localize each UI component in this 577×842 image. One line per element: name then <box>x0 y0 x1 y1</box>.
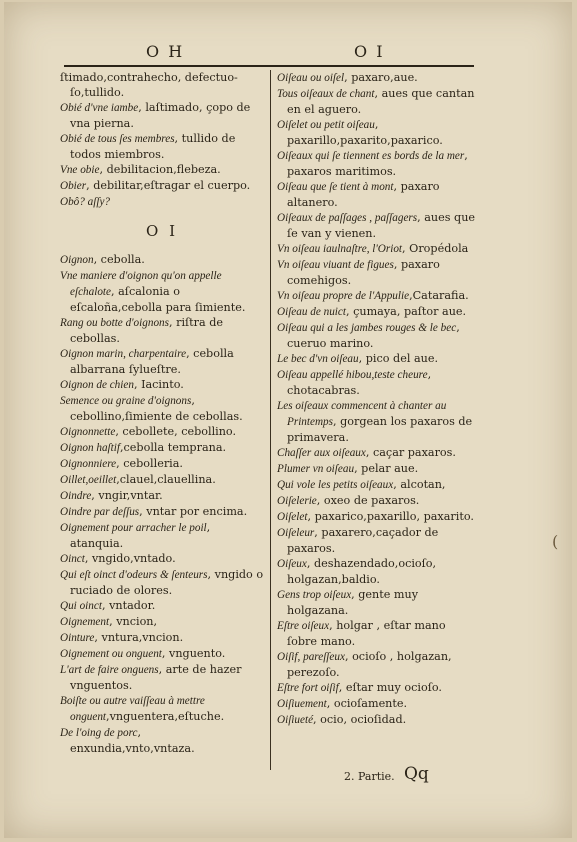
entry-headword: Oiſeau de nuict <box>277 306 346 318</box>
dictionary-entry <box>60 598 264 614</box>
entry-headword: Qui eſt oinct d'odeurs & ſenteurs <box>60 569 208 581</box>
book-page <box>4 2 572 838</box>
entry-translation: , cebolleria. <box>116 457 183 470</box>
entry-translation: ,vnguentera,eſtuche. <box>106 710 225 723</box>
entry-translation: , caçar paxaros. <box>365 446 456 459</box>
entry-headword: Vn oiſeau viuant de figues <box>277 259 394 271</box>
dictionary-entry <box>277 509 477 525</box>
dictionary-entry <box>60 646 264 662</box>
entry-translation: ,Catarafia. <box>409 289 469 302</box>
entry-translation: , paxaro comehigos. <box>287 258 440 287</box>
dictionary-entry <box>60 315 264 346</box>
entry-headword: Oignon marin, charpentaire <box>60 348 187 360</box>
entry-headword: Oiſeleur <box>277 527 315 539</box>
entry-headword: Oiſeau ou oiſel <box>277 72 345 84</box>
dictionary-entry <box>277 493 477 509</box>
dictionary-entry <box>277 712 477 728</box>
dictionary-entry <box>60 162 264 178</box>
entry-translation: , arte de hazer vnguentos. <box>70 663 242 692</box>
header-rule <box>64 65 474 67</box>
entry-headword: Vn oiſeau iaulnaſtre, l'Oriot <box>277 243 403 255</box>
dictionary-entry <box>60 440 264 456</box>
entry-headword: Oindre <box>60 490 92 502</box>
entry-headword: Oignement ou onguent <box>60 648 162 660</box>
entry-headword: Oiſelerie <box>277 495 317 507</box>
dictionary-entry <box>277 618 477 649</box>
dictionary-entry <box>60 194 264 210</box>
dictionary-entry <box>60 377 264 393</box>
dictionary-entry <box>60 725 264 756</box>
dictionary-entry <box>277 148 477 179</box>
entry-translation: , eſtar muy ocioſo. <box>338 681 442 694</box>
entry-headword: Oiſiueté <box>277 714 314 726</box>
entry-headword: Oiſiuement <box>277 698 327 710</box>
dictionary-entry <box>277 288 477 304</box>
dictionary-entry <box>60 630 264 646</box>
entry-headword: Oignonniere <box>60 458 117 470</box>
entry-headword: Le bec d'vn oiſeau <box>277 353 359 365</box>
entry-translation: , aſcalonia o eſcaloña,cebolla para ſimiente. <box>70 285 246 314</box>
entry-translation: , laſtimado, çopo de vna pierna. <box>70 101 251 130</box>
dictionary-entry <box>277 351 477 367</box>
entry-headword: Qui oinct <box>60 600 102 612</box>
entry-translation: , paxarillo,paxarito,paxarico. <box>287 118 443 147</box>
entry-headword: Ointure <box>60 632 95 644</box>
entry-translation: , ocioſamente. <box>326 697 408 710</box>
entry-headword: Oindre par deſſus <box>60 506 140 518</box>
entry-headword: Rang ou botte d'oignons <box>60 317 169 329</box>
entry-translation: , cebollete, cebollino. <box>115 425 237 438</box>
entry-headword: Oiſeau que ſe tient à mont <box>277 181 394 193</box>
entry-headword: Boiſte ou autre vaiſſeau à mettre onguent <box>60 695 205 723</box>
dictionary-entry <box>277 680 477 696</box>
entry-translation: , Oropédola <box>402 242 469 255</box>
dictionary-entry <box>60 520 264 551</box>
dictionary-entry <box>60 252 264 268</box>
margin-mark: ( <box>552 532 559 551</box>
entry-translation: , paxaro,aue. <box>344 71 418 84</box>
entry-translation: , pelar aue. <box>354 462 419 475</box>
entry-headword: Oiſeux <box>277 558 307 570</box>
entry-translation: , paxaro altanero. <box>287 180 440 209</box>
dictionary-entry <box>277 477 477 493</box>
entry-translation: , gorgean los paxaros de primavera. <box>287 415 473 444</box>
right-column <box>277 70 477 728</box>
entry-headword: Obier <box>60 180 87 192</box>
entry-headword: Oiſeau qui a les jambes rouges & le bec <box>277 322 457 334</box>
entry-translation: , enxundia,vnto,vntaza. <box>70 726 195 755</box>
entry-headword: Oiſelet <box>277 511 308 523</box>
dictionary-entry <box>277 649 477 680</box>
left-bottom-entries <box>60 252 264 756</box>
entry-headword: Semence ou graine d'oignons <box>60 395 192 407</box>
entry-translation: , oxeo de paxaros. <box>316 494 420 507</box>
header-left: O H <box>146 42 185 61</box>
dictionary-entry <box>277 525 477 556</box>
dictionary-entry <box>60 614 264 630</box>
dictionary-entry <box>60 131 264 162</box>
dictionary-entry <box>277 367 477 398</box>
entry-translation: , cebolla. <box>93 253 145 266</box>
section-heading: O I <box>146 222 178 240</box>
entry-headword: Obié de tous ſes membres <box>60 133 175 145</box>
dictionary-entry <box>277 398 477 445</box>
dictionary-entry <box>277 241 477 257</box>
entry-translation: , paxaros maritimos. <box>287 149 468 178</box>
dictionary-entry <box>60 424 264 440</box>
right-entries <box>277 70 477 728</box>
entry-headword: Oiſeaux de paſſages , paſſagers <box>277 212 418 224</box>
entry-translation: , paxarero,caçador de paxaros. <box>287 526 439 555</box>
entry-headword: L'art de faire onguens <box>60 664 159 676</box>
entry-headword: Les oiſeaux commencent à chanter au Printemps <box>277 400 447 428</box>
entry-translation: , aues que cantan en el aguero. <box>287 87 475 116</box>
entry-headword: De l'oing de porc <box>60 727 138 739</box>
entry-headword: Oignon haſtif <box>60 442 120 454</box>
dictionary-entry <box>277 461 477 477</box>
dictionary-entry <box>60 268 264 315</box>
dictionary-entry <box>277 445 477 461</box>
entry-headword: Eſtre oiſeux <box>277 620 330 632</box>
dictionary-entry <box>60 504 264 520</box>
entry-headword: Oiſeau appellé hibou,teste cheure <box>277 369 428 381</box>
entry-headword: Plumer vn oiſeau <box>277 463 355 475</box>
dictionary-entry <box>60 693 264 725</box>
entry-headword: Oinct <box>60 553 85 565</box>
dictionary-entry <box>60 567 264 598</box>
entry-translation: , chotacabras. <box>287 368 432 397</box>
entry-headword: Oiſif, pareſſeux <box>277 651 345 663</box>
entry-translation: , gente muy holgazana. <box>287 588 419 617</box>
entry-headword: Oignon <box>60 254 94 266</box>
dictionary-entry <box>60 456 264 472</box>
entry-headword: Vne maniere d'oignon qu'on appelle eſchalote <box>60 270 222 298</box>
entry-translation: , vnguento. <box>161 647 226 660</box>
entry-translation: , paxarico,paxarillo, paxarito. <box>307 510 474 523</box>
dictionary-entry <box>277 556 477 587</box>
entry-headword: Obô? aſſy? <box>60 196 111 208</box>
entry-translation: , Iacinto. <box>133 378 184 391</box>
entry-translation: , atanquia. <box>70 521 211 550</box>
entry-translation: , vntador. <box>101 599 156 612</box>
dictionary-entry <box>277 257 477 288</box>
entry-headword: Tous oiſeaux de chant <box>277 88 375 100</box>
signature-mark: Qq <box>404 764 429 784</box>
dictionary-entry <box>277 210 477 241</box>
entry-translation: , riſtra de cebollas. <box>70 316 224 345</box>
entry-translation: , debilitar,eſtragar el cuerpo. <box>86 179 251 192</box>
dictionary-entry <box>60 346 264 377</box>
entry-headword: Qui vole les petits oiſeaux <box>277 479 394 491</box>
dictionary-entry <box>60 472 264 488</box>
entry-translation: , aues que ſe van y vienen. <box>287 211 476 240</box>
entry-translation: , çumaya, paſtor aue. <box>345 305 467 318</box>
entry-headword: Vn oiſeau propre de l'Appulie <box>277 290 410 302</box>
dictionary-entry <box>60 488 264 504</box>
header-right: O I <box>354 42 385 61</box>
entry-translation: , tullido de todos miembros. <box>70 132 236 161</box>
entry-translation: , ocio, ocioſidad. <box>313 713 407 726</box>
entry-headword: Oignonnette <box>60 426 116 438</box>
entry-translation: , vntura,vncion. <box>94 631 184 644</box>
dictionary-entry <box>277 320 477 351</box>
dictionary-entry <box>277 117 477 148</box>
entry-translation: , deshazendado,ocioſo, holgazan,baldio. <box>287 557 437 586</box>
entry-translation: , holgar , eſtar mano ſobre mano. <box>287 619 446 648</box>
footer-part: 2. Partie. <box>344 770 395 783</box>
entry-headword: Vne obie <box>60 164 100 176</box>
entry-translation: , cueruo marino. <box>287 321 460 350</box>
dictionary-entry <box>277 70 477 86</box>
entry-translation: , vngir,vntar. <box>91 489 163 502</box>
entry-translation: , vntar por encima. <box>139 505 248 518</box>
entry-headword: Chaſſer aux oiſeaux <box>277 447 366 459</box>
entry-translation: , vngido o ruciado de olores. <box>70 568 264 597</box>
dictionary-entry <box>277 86 477 117</box>
entry-headword: Eſtre fort oiſif <box>277 682 339 694</box>
entry-translation: , cebolla albarrana ſylueſtre. <box>70 347 234 376</box>
entry-headword: Oillet,oeillet <box>60 474 117 486</box>
dictionary-entry <box>277 587 477 618</box>
dictionary-entry <box>277 179 477 210</box>
column-divider <box>270 70 271 770</box>
dictionary-entry <box>60 100 264 131</box>
entry-translation: , pico del aue. <box>358 352 439 365</box>
entry-translation: , cebollino,ſimiente de cebollas. <box>70 394 243 423</box>
dictionary-entry <box>60 662 264 693</box>
dictionary-entry <box>60 393 264 424</box>
entry-headword: Oiſeaux qui ſe tiennent es bords de la mer <box>277 150 465 162</box>
entry-translation: ,clauel,clauellina. <box>116 473 216 486</box>
entry-translation: ,cebolla temprana. <box>119 441 227 454</box>
entry-translation: , ocioſo , holgazan, perezoſo. <box>287 650 452 679</box>
running-header <box>64 42 474 62</box>
entry-translation: , debilitacion,flebeza. <box>99 163 221 176</box>
dictionary-entry <box>60 551 264 567</box>
dictionary-entry <box>277 304 477 320</box>
entry-translation: , vngido,vntado. <box>84 552 176 565</box>
entry-headword: Oignement <box>60 616 110 628</box>
entry-headword: Oiſelet ou petit oiſeau <box>277 119 375 131</box>
dictionary-entry <box>60 70 264 100</box>
dictionary-entry <box>277 696 477 712</box>
left-top-entries <box>60 70 264 210</box>
dictionary-entry <box>60 178 264 194</box>
entry-headword: Obié d'vne iambe <box>60 102 139 114</box>
entry-translation: , vncion, <box>109 615 158 628</box>
entry-translation: , alcotan, <box>393 478 446 491</box>
entry-headword: Gens trop oiſeux <box>277 589 352 601</box>
left-column <box>60 70 264 756</box>
entry-translation: ſtimado,contrahecho, defectuo-ſo,tullido. <box>60 71 238 99</box>
entry-headword: Oignon de chien <box>60 379 134 391</box>
entry-headword: Oignement pour arracher le poil <box>60 522 207 534</box>
